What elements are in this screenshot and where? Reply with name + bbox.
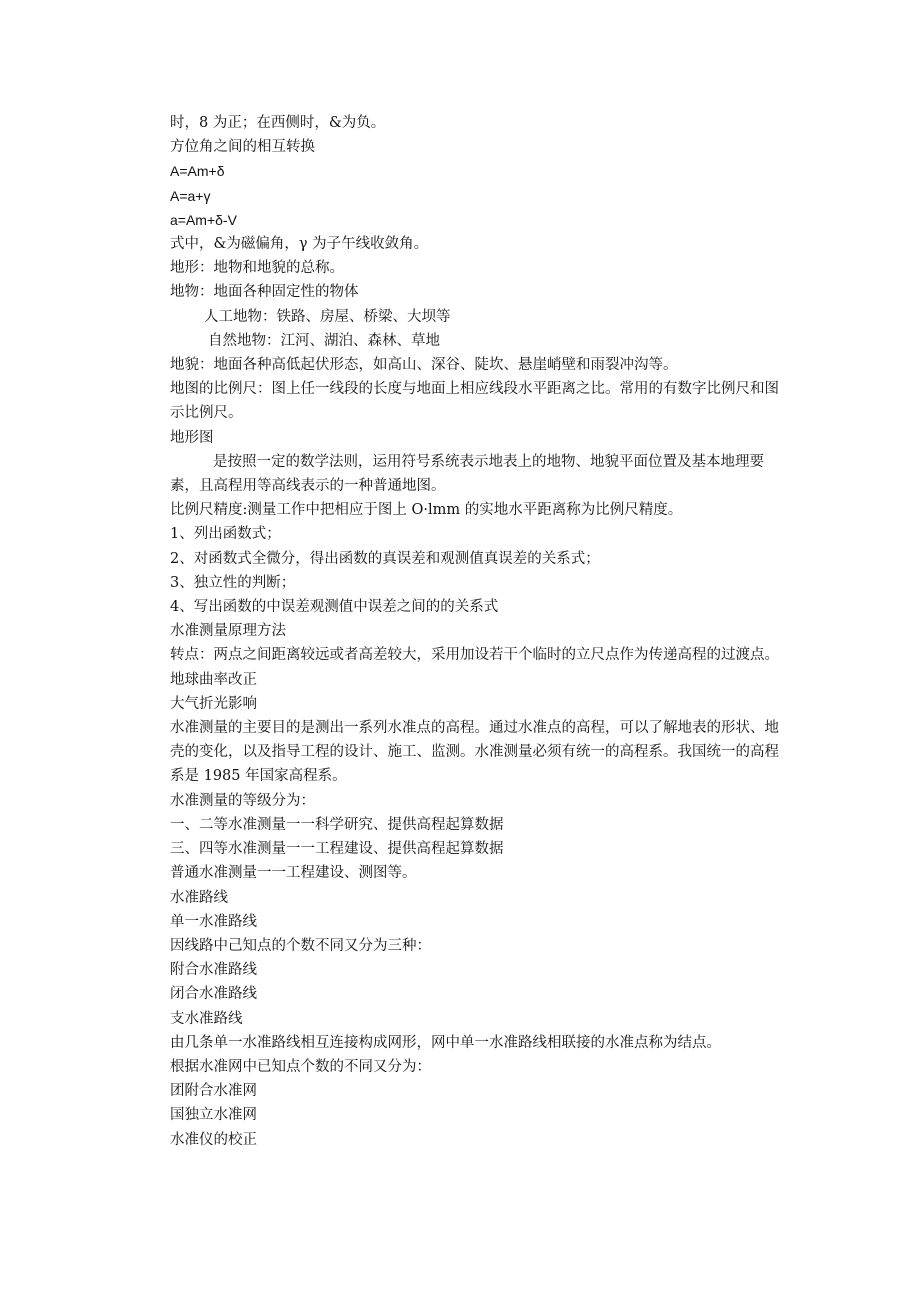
list-item: 附合水准路线 xyxy=(170,962,257,979)
document-body xyxy=(170,111,782,1152)
list-item: 支水准路线 xyxy=(170,1010,243,1027)
definition-turning-point: 转点：两点之间距离较远或者高差较大，采用加设若干个临时的立尺点作为传递高程的过渡点。 xyxy=(170,647,779,664)
formula-line: A=Am+δ xyxy=(170,163,225,180)
list-item: 三、四等水准测量一一工程建设、提供高程起算数据 xyxy=(170,841,504,858)
list-item: 一、二等水准测量一一科学研究、提供高程起算数据 xyxy=(170,816,504,833)
heading-leveling-route: 水准路线 xyxy=(170,889,228,906)
topographic-map-paragraph: 是按照一定的数学法则，运用符号系统表示地表上的地物、地貌平面位置及基本地理要素，且高程用等高线表示的一种普通地图。 xyxy=(170,453,764,495)
heading-azimuth-conversion: 方位角之间的相互转换 xyxy=(170,139,315,156)
text-line: 大气折光影响 xyxy=(170,695,257,712)
heading-topographic-map: 地形图 xyxy=(170,429,214,446)
artificial-objects-line: 人工地物：铁路、房屋、桥梁、大坝等 xyxy=(204,308,451,325)
list-item: 3、独立性的判断； xyxy=(170,574,296,591)
definition-ground-objects: 地物：地面各种固定性的物体 xyxy=(170,284,359,301)
formula-line: a=Am+δ-V xyxy=(170,211,237,228)
definition-terrain: 地形：地物和地貌的总称。 xyxy=(170,260,344,277)
list-item: 闭合水准路线 xyxy=(170,986,257,1003)
leveling-purpose-paragraph: 水准测量的主要目的是测出一系列水准点的高程。通过水准点的高程，可以了解地表的形状、地壳的变化，以及指导工程的设计、施工、监测。水准测量必须有统一的高程系。我国统一的高程系是 1985 年国家高程系。 xyxy=(170,720,779,785)
heading-level-calibration: 水准仪的校正 xyxy=(170,1131,257,1148)
text-line: 因线路中己知点的个数不同又分为三种： xyxy=(170,937,431,954)
natural-objects-line: 自然地物：江河、湖泊、森林、草地 xyxy=(208,332,440,349)
definition-landform: 地貌：地面各种高低起伏形态，如高山、深谷、陡坎、悬崖峭壁和雨裂冲沟等。 xyxy=(170,357,678,374)
definition-scale-precision: 比例尺精度:测量工作中把相应于图上 O·lmm 的实地水平距离称为比例尺精度。 xyxy=(170,502,683,519)
text-line: 时，8 为正；在西侧时，&为负。 xyxy=(170,115,386,131)
text-line: 式中，&为磁偏角，γ 为子午线收敛角。 xyxy=(170,236,429,253)
list-item: 1、列出函数式； xyxy=(170,526,281,543)
list-item: 团附合水准网 xyxy=(170,1083,257,1100)
text-line: 单一水准路线 xyxy=(170,913,257,930)
list-item: 4、写出函数的中误差观测值中误差之间的的关系式 xyxy=(170,599,499,616)
text-line: 水准测量的等级分为： xyxy=(170,792,315,809)
text-line: 由几条单一水准路线相互连接构成网形，网中单一水准路线相联接的水准点称为结点。 xyxy=(170,1034,721,1051)
list-item: 国独立水准网 xyxy=(170,1107,257,1124)
text-line: 根据水准网中已知点个数的不同又分为： xyxy=(170,1058,431,1075)
definition-map-scale: 地图的比例尺：图上任一线段的长度与地面上相应线段水平距离之比。常用的有数字比例尺和图示比例尺。 xyxy=(170,381,779,422)
list-item: 2、对函数式全微分，得出函数的真误差和观测值真误差的关系式； xyxy=(170,550,600,567)
list-item: 普通水准测量一一工程建设、测图等。 xyxy=(170,865,417,882)
formula-line: A=a+γ xyxy=(170,187,211,204)
heading-leveling-principle: 水准测量原理方法 xyxy=(170,623,286,640)
text-line: 地球曲率改正 xyxy=(170,671,257,688)
